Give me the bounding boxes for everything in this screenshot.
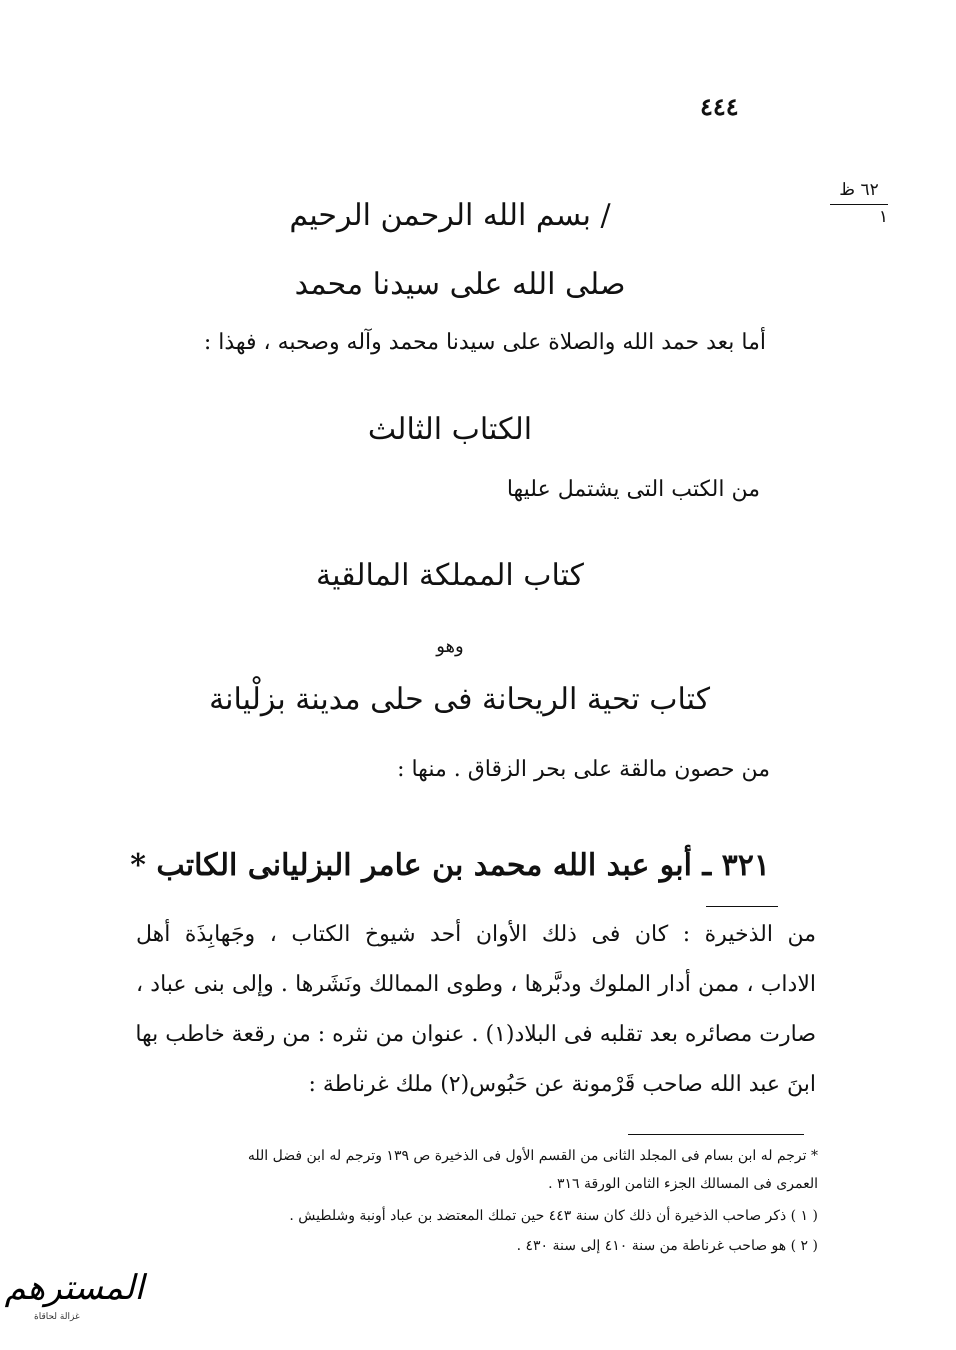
book-title: الكتاب الثالث [367, 412, 533, 447]
paragraph-line-3: صارت مصائره بعد تقلبه فى البلاد(١) . عنوان من نثره : من رقعة خاطب بها [135, 1022, 816, 1047]
folio-ref-top: ٦٢ ظ [839, 180, 879, 200]
entry-underline [706, 906, 778, 907]
paragraph-line-4: ابنَ عبد الله صاحب قَرْمونة عن حَبُوس(٢) ملك غرناطة : [308, 1072, 816, 1097]
footnote-star-line-2: العمرى فى المسالك الجزء الثامن الورقة ٣١٦ . [548, 1176, 818, 1192]
page-number: ٤٤٤ [700, 92, 739, 121]
margin-folio-reference [830, 180, 888, 227]
footnote-separator [628, 1134, 804, 1135]
book-subtitle: من الكتب التى يشتمل عليها [506, 477, 760, 502]
salla-heading: صلى الله على سيدنا محمد [294, 267, 626, 302]
basmala-heading: / بسم الله الرحمن الرحيم [289, 198, 611, 233]
husun-line: من حصون مالقة على بحر الزقاق . منها : [397, 757, 770, 782]
praise-line: أما بعد حمد الله والصلاة على سيدنا محمد وآله وصحبه ، فهذا : [203, 330, 766, 355]
watermark-main: المسترهم [4, 1268, 144, 1308]
tuhfa-title: كتاب تحية الريحانة فى حلى مدينة بزلْيانة [209, 682, 710, 717]
wahuwa-connector: وهو [436, 636, 464, 657]
folio-ref-rule [830, 204, 888, 205]
entry-heading: ٣٢١ ـ أبو عبد الله محمد بن عامر البزليانى الكاتب * [130, 848, 770, 883]
watermark-sub: غزالة لحاقاة [34, 1312, 80, 1322]
paragraph-line-2: الاداب ، ممن أدار الملوك ودبَّرها ، وطوى الممالك ونَشَرها . وإلى بنى عباد ، [136, 972, 816, 997]
publisher-watermark-logo [4, 1268, 144, 1328]
paragraph-line-1: من الذخيرة : كان فى ذلك الأوان أحد شيوخ الكتاب ، وجَهابِذَة أهل [136, 922, 816, 947]
kingdom-title: كتاب المملكة المالقية [316, 558, 584, 593]
footnote-star-line-1: * ترجم له ابن بسام فى المجلد الثانى من القسم الأول فى الذخيرة ص ١٣٩ وترجم له ابن فضل الله [247, 1148, 818, 1164]
footnote-1: ( ١ ) ذكر صاحب الذخيرة أن ذلك كان سنة ٤٤٣ حين تملك المعتضد بن عباد أونبة وشلطيش . [289, 1208, 818, 1224]
footnote-2: ( ٢ ) هو صاحب غرناطة من سنة ٤١٠ إلى سنة ٤٣٠ . [516, 1238, 818, 1254]
folio-ref-bottom: ١ [878, 207, 888, 227]
